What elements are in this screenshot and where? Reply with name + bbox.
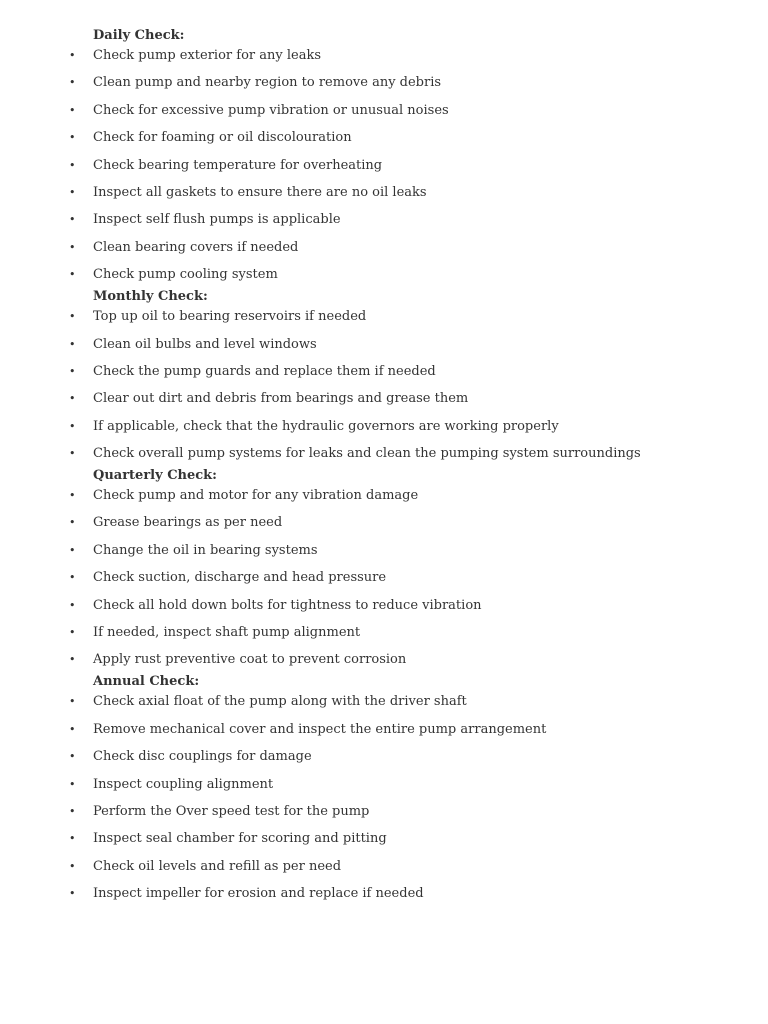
- bullet-icon: •: [69, 76, 76, 90]
- list-item: [0, 541, 768, 568]
- list-item: [0, 857, 768, 884]
- bullet-icon: •: [69, 185, 76, 199]
- list-item-text: Check overall pump systems for leaks and clean the pumping system surroundings: [93, 446, 641, 462]
- bullet-icon: •: [69, 516, 76, 530]
- document-body: [0, 26, 768, 906]
- list-item-text: Remove mechanical cover and inspect the entire pump arrangement: [93, 721, 547, 737]
- daily-check-section: [0, 26, 768, 287]
- bullet-icon: •: [69, 887, 76, 901]
- list-item: [0, 265, 768, 287]
- bullet-icon: •: [69, 158, 76, 172]
- list-item-text: Check pump exterior for any leaks: [93, 48, 322, 63]
- list-item: [0, 335, 768, 362]
- list-item-text: Inspect impeller for erosion and replace if needed: [93, 886, 424, 902]
- list-item: [0, 650, 768, 672]
- quarterly-check-section: [0, 466, 768, 672]
- list-item: [0, 417, 768, 444]
- list-item-text: Check bearing temperature for overheating: [93, 157, 383, 173]
- list-item: [0, 183, 768, 210]
- monthly-check-section: [0, 287, 768, 466]
- list-item: [0, 238, 768, 265]
- list-item-text: Inspect self flush pumps is applicable: [93, 212, 341, 228]
- daily-checklist: [0, 46, 768, 287]
- bullet-icon: •: [69, 777, 76, 791]
- list-item-text: Check for foaming or oil discolouration: [93, 130, 352, 146]
- bullet-icon: •: [69, 447, 76, 461]
- bullet-icon: •: [69, 103, 76, 117]
- list-item-text: Check the pump guards and replace them if needed: [93, 363, 436, 379]
- bullet-icon: •: [69, 240, 76, 254]
- list-item: [0, 444, 768, 466]
- list-item-text: Inspect all gaskets to ensure there are no oil leaks: [93, 184, 427, 200]
- list-item: [0, 210, 768, 237]
- list-item-text: If applicable, check that the hydraulic governors are working properly: [93, 418, 559, 434]
- list-item: [0, 775, 768, 802]
- list-item-text: Change the oil in bearing systems: [93, 542, 318, 558]
- list-item-text: Check all hold down bolts for tightness to reduce vibration: [93, 597, 482, 613]
- list-item: [0, 747, 768, 774]
- list-item-text: Top up oil to bearing reservoirs if needed: [93, 309, 367, 325]
- list-item-text: Check oil levels and refill as per need: [93, 858, 342, 874]
- bullet-icon: •: [69, 337, 76, 351]
- list-item: [0, 692, 768, 719]
- annual-checklist: [0, 692, 768, 906]
- list-item: [0, 829, 768, 856]
- bullet-icon: •: [69, 419, 76, 433]
- list-item: [0, 720, 768, 747]
- list-item: [0, 596, 768, 623]
- list-item: [0, 128, 768, 155]
- annual-check-section: [0, 672, 768, 906]
- bullet-icon: •: [69, 750, 76, 764]
- list-item: [0, 73, 768, 100]
- list-item-text: Clean oil bulbs and level windows: [93, 336, 317, 352]
- list-item: [0, 389, 768, 416]
- list-item-text: Inspect coupling alignment: [93, 776, 274, 792]
- list-item-text: Check for excessive pump vibration or unusual noises: [93, 102, 449, 118]
- list-item-text: Check axial float of the pump along with the driver shaft: [93, 694, 467, 710]
- bullet-icon: •: [69, 571, 76, 585]
- quarterly-checklist: [0, 486, 768, 672]
- section-heading: Annual Check:: [93, 674, 200, 690]
- bullet-icon: •: [69, 722, 76, 736]
- bullet-icon: •: [69, 832, 76, 846]
- list-item-text: Clean pump and nearby region to remove any debris: [93, 75, 442, 91]
- list-item-text: Clean bearing covers if needed: [93, 239, 299, 255]
- bullet-icon: •: [69, 392, 76, 406]
- bullet-icon: •: [69, 653, 76, 667]
- section-heading: Monthly Check:: [93, 289, 208, 305]
- bullet-icon: •: [69, 804, 76, 818]
- list-item: [0, 802, 768, 829]
- bullet-icon: •: [69, 626, 76, 640]
- section-heading: Quarterly Check:: [93, 468, 217, 484]
- list-item-text: Check pump cooling system: [93, 267, 278, 283]
- bullet-icon: •: [69, 49, 76, 62]
- list-item: [0, 46, 768, 73]
- list-item-text: Check disc couplings for damage: [93, 749, 312, 765]
- list-item-text: Inspect seal chamber for scoring and pitting: [93, 831, 387, 847]
- bullet-icon: •: [69, 859, 76, 873]
- bullet-icon: •: [69, 695, 76, 709]
- bullet-icon: •: [69, 268, 76, 282]
- list-item-text: Perform the Over speed test for the pump: [93, 803, 370, 819]
- bullet-icon: •: [69, 489, 76, 503]
- list-item: [0, 307, 768, 334]
- list-item: [0, 101, 768, 128]
- bullet-icon: •: [69, 598, 76, 612]
- list-item: [0, 362, 768, 389]
- bullet-icon: •: [69, 543, 76, 557]
- section-heading: Daily Check:: [93, 28, 185, 43]
- bullet-icon: •: [69, 131, 76, 145]
- list-item: [0, 884, 768, 906]
- list-item-text: Grease bearings as per need: [93, 515, 283, 531]
- bullet-icon: •: [69, 213, 76, 227]
- bullet-icon: •: [69, 364, 76, 378]
- list-item: [0, 486, 768, 513]
- list-item-text: Apply rust preventive coat to prevent corrosion: [93, 652, 407, 668]
- list-item: [0, 568, 768, 595]
- list-item: [0, 156, 768, 183]
- list-item: [0, 623, 768, 650]
- list-item-text: If needed, inspect shaft pump alignment: [93, 625, 361, 641]
- bullet-icon: •: [69, 310, 76, 324]
- list-item: [0, 513, 768, 540]
- monthly-checklist: [0, 307, 768, 466]
- list-item-text: Check suction, discharge and head pressure: [93, 570, 387, 586]
- list-item-text: Check pump and motor for any vibration damage: [93, 488, 419, 504]
- list-item-text: Clear out dirt and debris from bearings and grease them: [93, 391, 469, 407]
